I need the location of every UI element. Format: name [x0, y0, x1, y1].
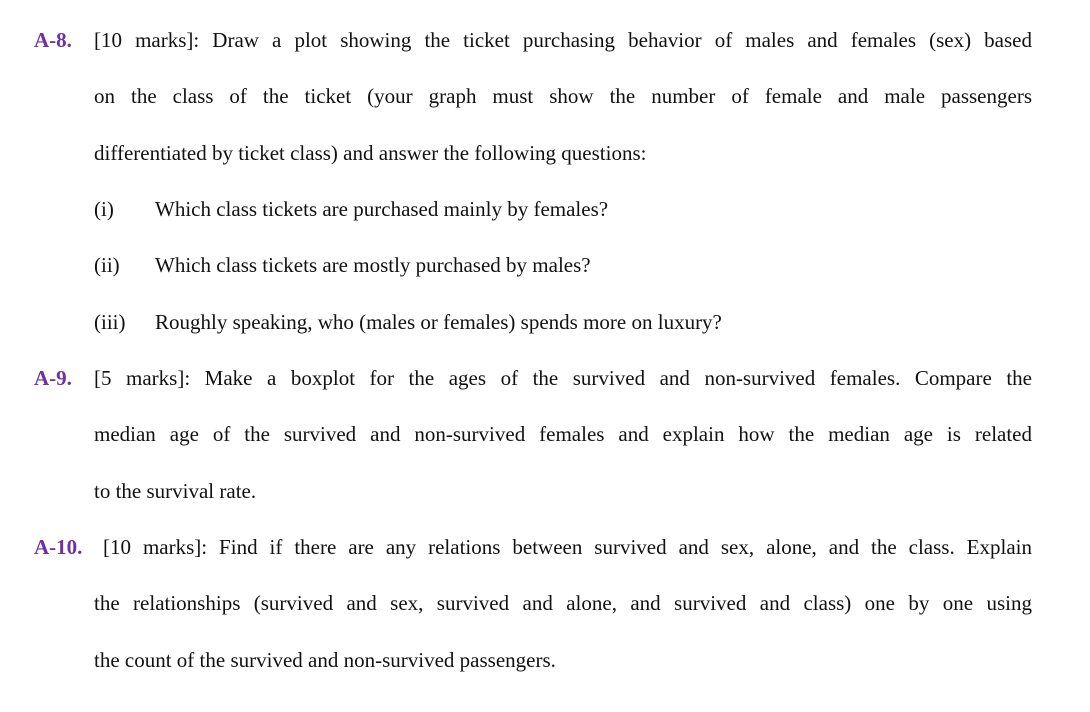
question-text-line: the relationships (survived and sex, survived and alone, and survived and class) one by one using: [94, 591, 1032, 615]
question-number: A-10.: [34, 535, 83, 559]
question-text-line: differentiated by ticket class) and answer the following questions:: [94, 141, 647, 165]
question-text-line: the count of the survived and non-survived passengers.: [94, 648, 556, 672]
sub-question-text: Roughly speaking, who (males or females) spends more on luxury?: [155, 310, 722, 334]
sub-question-label: (i): [94, 197, 114, 221]
question-number: A-8.: [34, 28, 72, 52]
question-text-line: [10 marks]: Find if there are any relations between survived and sex, alone, and the class. Explain: [103, 535, 1032, 559]
question-text-line: [10 marks]: Draw a plot showing the ticket purchasing behavior of males and females (sex) based: [94, 28, 1032, 52]
sub-question-label: (ii): [94, 253, 120, 277]
question-text-line: on the class of the ticket (your graph must show the number of female and male passengers: [94, 84, 1032, 108]
question-text-line: median age of the survived and non-survived females and explain how the median age is related: [94, 422, 1032, 446]
question-text-line: [5 marks]: Make a boxplot for the ages of the survived and non-survived females. Compare the: [94, 366, 1032, 390]
sub-question-text: Which class tickets are purchased mainly by females?: [155, 197, 609, 221]
sub-question-label: (iii): [94, 310, 126, 334]
sub-question-text: Which class tickets are mostly purchased by males?: [155, 253, 591, 277]
question-text-line: to the survival rate.: [94, 479, 257, 503]
question-number: A-9.: [34, 366, 72, 390]
